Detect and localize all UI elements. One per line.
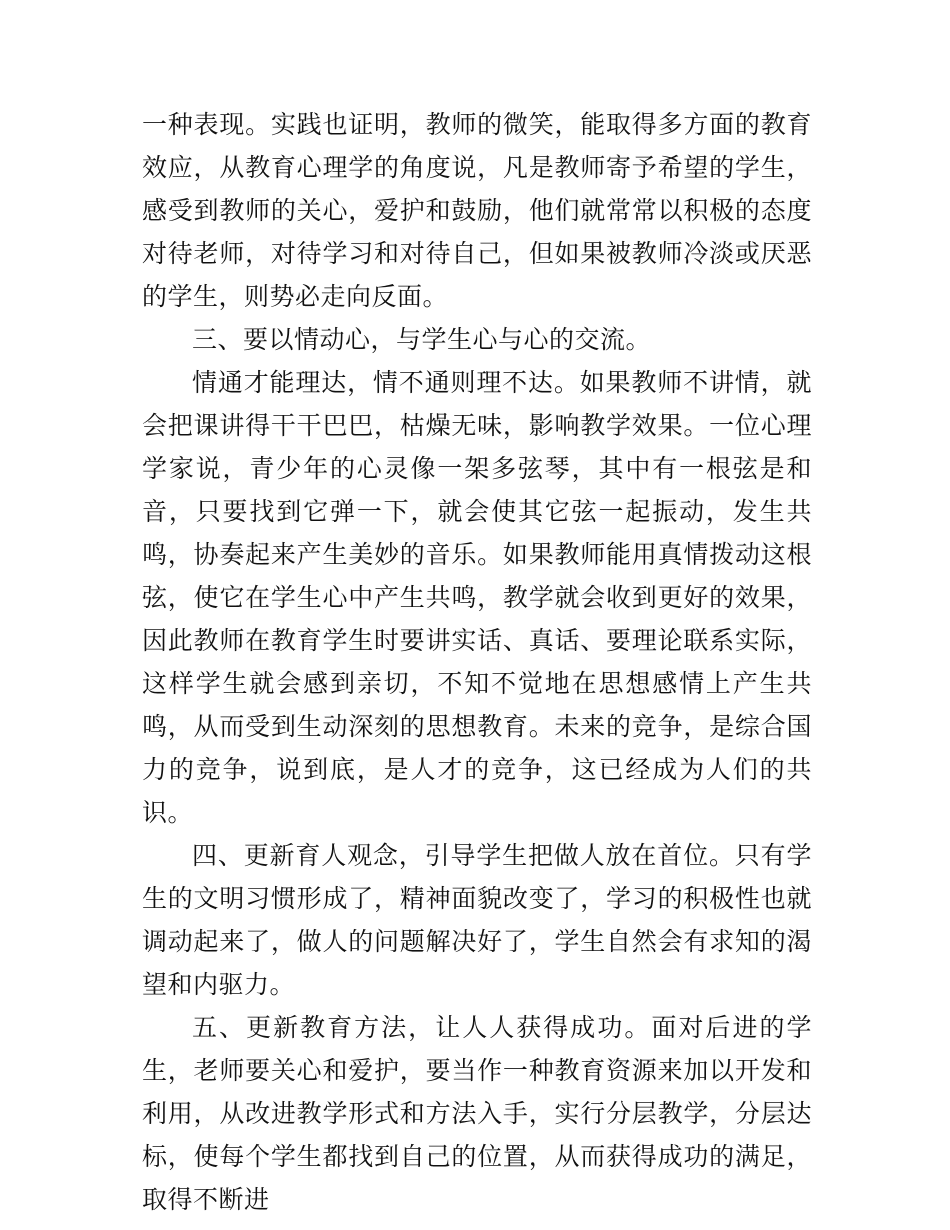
body-text [142,103,812,1221]
paragraph-continuation: 一种表现。实践也证明，教师的微笑，能取得多方面的教育效应，从教育心理学的角度说，凡是教师寄予希望的学生，感受到教师的关心，爱护和鼓励，他们就常常以积极的态度对待老师，对待学习和对待自己，但如果被教师冷淡或厌恶的学生，则势必走向反面。 [142,110,812,311]
section-heading-three: 三、要以情动心，与学生心与心的交流。 [192,325,652,354]
section-heading-five: 五、更新教育方法，让人人获得成功。面对后进的学生，老师要关心和爱护，要当作一种教育资源来加以开发和利用，从改进教学形式和方法入手，实行分层教学，分层达标，使每个学生都找到自己的位置，从而获得成功的满足，取得不断进 [142,1013,812,1214]
paragraph-emotion: 情通才能理达，情不通则理不达。如果教师不讲情，就会把课讲得干干巴巴，枯燥无味，影响教学效果。一位心理学家说，青少年的心灵像一架多弦琴，其中有一根弦是和音，只要找到它弹一下，就会使其它弦一起振动，发生共鸣，协奏起来产生美妙的音乐。如果教师能用真情拨动这根弦，使它在学生心中产生共鸣，教学就会收到更好的效果，因此教师在教育学生时要讲实话、真话、要理论联系实际，这样学生就会感到亲切，不知不觉地在思想感情上产生共鸣，从而受到生动深刻的思想教育。未来的竞争，是综合国力的竞争，说到底，是人才的竞争，这已经成为人们的共识。 [142,368,812,827]
section-heading-four: 四、更新育人观念，引导学生把做人放在首位。只有学生的文明习惯形成了，精神面貌改变了，学习的积极性也就调动起来了，做人的问题解决好了，学生自然会有求知的渴望和内驱力。 [142,841,812,999]
